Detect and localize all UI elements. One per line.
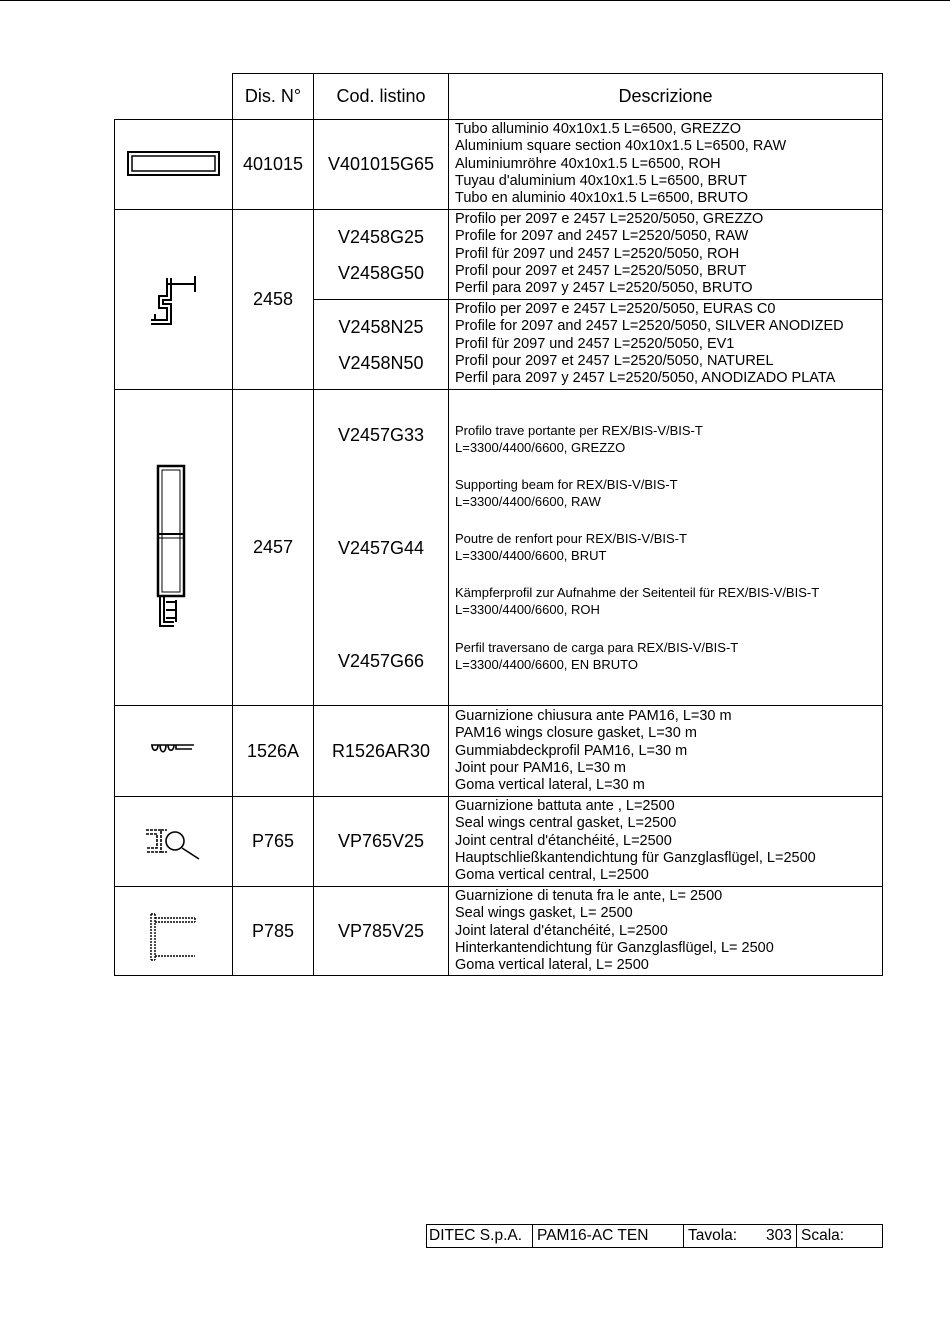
- desc-line: Hauptschließkantendichtung für Ganzglasflügel, L=2500: [455, 849, 816, 866]
- grid-line: [114, 119, 883, 120]
- row-p765-description: [455, 798, 816, 884]
- desc-line: Guarnizione battuta ante , L=2500: [455, 798, 675, 814]
- row-p785-dis: P785: [251, 920, 295, 941]
- row-401015-code: V401015G65: [327, 154, 435, 174]
- gasket-p785-drawing: [145, 912, 199, 964]
- desc-line: Goma vertical lateral, L=30 m: [455, 777, 645, 794]
- row-2457-dis: 2457: [252, 537, 294, 557]
- desc-line: Perfil traversano de carga para REX/BIS-V/BIS-T: [455, 640, 739, 655]
- title-block-company: DITEC S.p.A.: [427, 1225, 533, 1247]
- row-1526a-description: [455, 708, 732, 794]
- row-2457-code: V2457G66: [337, 651, 425, 671]
- desc-line: Guarnizione chiusura ante PAM16, L=30 m: [455, 708, 732, 724]
- row-401015-dis: 401015: [242, 154, 304, 174]
- row-2458-description-b: [455, 301, 844, 387]
- row-2458-code: V2458G25: [337, 227, 425, 247]
- desc-line: Profilo per 2097 e 2457 L=2520/5050, GREZZO: [455, 211, 764, 227]
- desc-line: Tubo alluminio 40x10x1.5 L=6500, GREZZO: [455, 121, 741, 137]
- header-cod: Cod. listino: [336, 86, 426, 106]
- desc-line: L=3300/4400/6600, RAW: [455, 493, 601, 509]
- row-p765-code: VP765V25: [337, 831, 425, 851]
- grid-line: [114, 796, 883, 797]
- grid-line: [114, 886, 883, 887]
- row-2457-description-de: [455, 585, 819, 618]
- desc-line: Joint pour PAM16, L=30 m: [455, 759, 627, 776]
- grid-line: [114, 975, 883, 976]
- top-rule: [0, 0, 950, 1]
- desc-line: Aluminium square section 40x10x1.5 L=6500, RAW: [455, 138, 787, 155]
- header-desc: Descrizione: [618, 86, 713, 106]
- desc-line: Seal wings central gasket, L=2500: [455, 815, 677, 832]
- grid-line: [114, 389, 883, 390]
- desc-line: Joint lateral d'étanchéité, L=2500: [455, 922, 668, 939]
- row-2458-code: V2458N25: [338, 317, 424, 337]
- tube-profile-drawing: [126, 150, 222, 178]
- desc-line: Guarnizione di tenuta fra le ante, L= 2500: [455, 888, 723, 904]
- desc-line: Perfil para 2097 y 2457 L=2520/5050, BRUTO: [455, 280, 753, 297]
- title-block-tavola-label: Tavola:: [688, 1227, 738, 1244]
- row-2458-description-a: [455, 211, 763, 297]
- row-p765-dis: P765: [251, 831, 295, 851]
- desc-line: Profil für 2097 und 2457 L=2520/5050, ROH: [455, 245, 740, 262]
- row-p785-code: VP785V25: [337, 920, 425, 941]
- desc-line: Kämpferprofil zur Aufnahme der Seitenteil für REX/BIS-V/BIS-T: [455, 585, 820, 600]
- desc-line: L=3300/4400/6600, GREZZO: [455, 439, 626, 455]
- desc-line: Aluminiumröhre 40x10x1.5 L=6500, ROH: [455, 155, 721, 172]
- row-p785-description: [455, 888, 774, 974]
- desc-line: PAM16 wings closure gasket, L=30 m: [455, 725, 697, 742]
- grid-line: [114, 119, 115, 976]
- desc-line: L=3300/4400/6600, ROH: [455, 601, 600, 617]
- desc-line: Gummiabdeckprofil PAM16, L=30 m: [455, 742, 688, 759]
- desc-line: Profil pour 2097 et 2457 L=2520/5050, BRUT: [455, 262, 747, 279]
- desc-line: Profilo trave portante per REX/BIS-V/BIS-T: [455, 423, 703, 438]
- desc-line: Tubo en aluminio 40x10x1.5 L=6500, BRUTO: [455, 190, 749, 207]
- desc-line: Seal wings gasket, L= 2500: [455, 905, 633, 922]
- row-2457-description-es: [455, 640, 738, 673]
- row-2457-code: V2457G33: [337, 425, 425, 445]
- row-1526a-code: R1526AR30: [331, 740, 431, 761]
- desc-line: Hinterkantendichtung für Ganzglasflügel, L= 2500: [455, 939, 774, 956]
- desc-line: Profile for 2097 and 2457 L=2520/5050, SILVER ANODIZED: [455, 318, 844, 335]
- title-block-scala-label: Scala:: [801, 1227, 845, 1244]
- title-block-model: PAM16-AC TEN: [533, 1225, 684, 1247]
- row-2457-code: V2457G44: [337, 538, 425, 558]
- row-2458-code: V2458N50: [338, 353, 424, 373]
- grid-line: [114, 705, 883, 706]
- title-block-tavola-value: 303: [766, 1225, 797, 1247]
- title-block: [426, 1224, 883, 1248]
- header-dis: Dis. N°: [244, 86, 302, 106]
- beam-2457-drawing: [152, 462, 192, 632]
- desc-line: Poutre de renfort pour REX/BIS-V/BIS-T: [455, 531, 687, 546]
- grid-line: [313, 299, 883, 300]
- desc-line: Tuyau d'aluminium 40x10x1.5 L=6500, BRUT: [455, 172, 747, 189]
- row-1526a-dis: 1526A: [246, 740, 300, 761]
- row-401015-description: [455, 121, 786, 207]
- gasket-1526a-drawing: [148, 740, 198, 760]
- row-2457-description-it: [455, 423, 703, 456]
- desc-line: Profil pour 2097 et 2457 L=2520/5050, NATUREL: [455, 352, 774, 369]
- desc-line: L=3300/4400/6600, EN BRUTO: [455, 656, 638, 672]
- desc-line: Supporting beam for REX/BIS-V/BIS-T: [455, 477, 678, 492]
- desc-line: Profile for 2097 and 2457 L=2520/5050, RAW: [455, 228, 749, 245]
- row-2457-description-fr: [455, 531, 687, 564]
- desc-line: Perfil para 2097 y 2457 L=2520/5050, ANODIZADO PLATA: [455, 370, 836, 387]
- row-2458-code: V2458G50: [337, 263, 425, 283]
- row-2457-description-en: [455, 477, 678, 510]
- desc-line: Profilo per 2097 e 2457 L=2520/5050, EURAS C0: [455, 301, 776, 317]
- desc-line: L=3300/4400/6600, BRUT: [455, 547, 607, 563]
- desc-line: Joint central d'étanchéité, L=2500: [455, 832, 672, 849]
- profile-2458-drawing: [145, 268, 205, 330]
- gasket-p765-drawing: [143, 824, 205, 862]
- desc-line: Profil für 2097 und 2457 L=2520/5050, EV1: [455, 335, 735, 352]
- grid-line: [114, 209, 883, 210]
- row-2458-dis: 2458: [252, 289, 294, 309]
- desc-line: Goma vertical lateral, L= 2500: [455, 957, 649, 974]
- desc-line: Goma vertical central, L=2500: [455, 867, 649, 884]
